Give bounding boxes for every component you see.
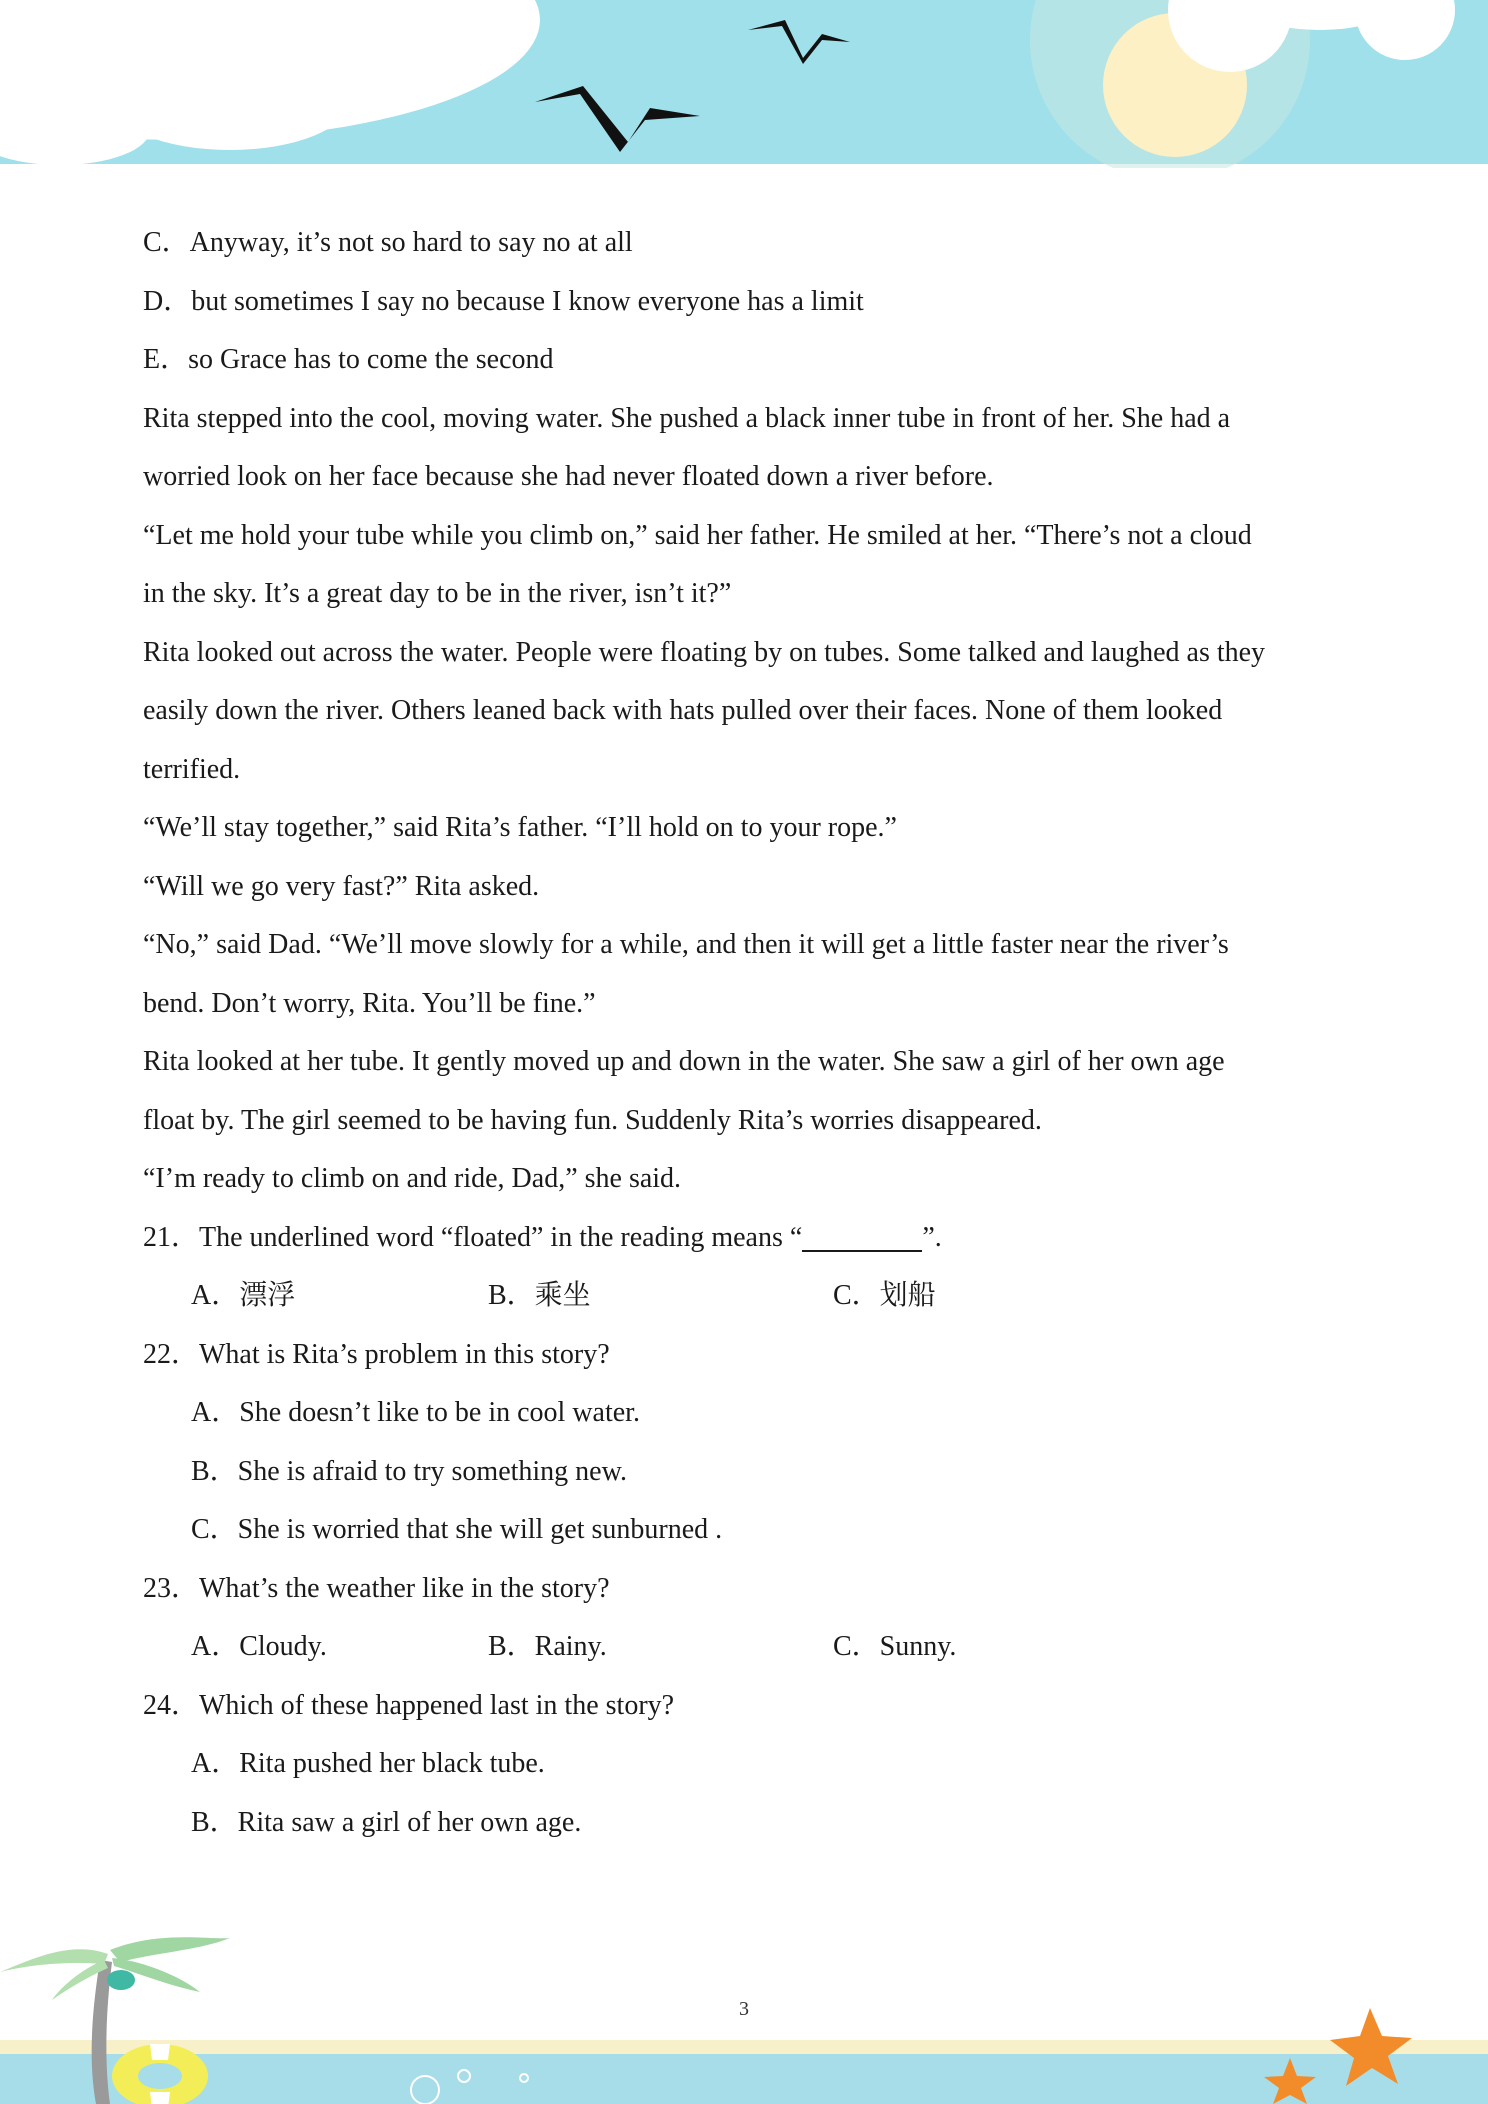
story-line: float by. The girl seemed to be having fun. Suddenly Rita’s worries disappeared. [143, 1104, 1042, 1136]
question-23-option-c: C．Sunny. [833, 1631, 957, 1662]
sand-strip [0, 2040, 1488, 2054]
answer-blank [802, 1220, 922, 1252]
question-22-option-a: A．She doesn’t like to be in cool water. [191, 1397, 640, 1428]
question-24-option-b: B．Rita saw a girl of her own age. [191, 1806, 582, 1838]
question-23-option-b: B．Rainy. [488, 1631, 607, 1662]
story-line: worried look on her face because she had never floated down a river before. [143, 461, 994, 492]
sea-band [0, 2054, 1488, 2104]
question-23-options [143, 1618, 1363, 1677]
question-24-stem: 24．Which of these happened last in the story? [143, 1689, 675, 1721]
story-line: Rita looked at her tube. It gently moved up and down in the water. She saw a girl of her own age [143, 1046, 1225, 1077]
story-line: easily down the river. Others leaned back with hats pulled over their faces. None of them looked [143, 695, 1223, 726]
story-line: bend. Don’t worry, Rita. You’ll be fine.” [143, 987, 596, 1019]
question-24-option-a: A．Rita pushed her black tube. [191, 1748, 545, 1779]
story-line: Rita stepped into the cool, moving water. She pushed a black inner tube in front of her. She had a [143, 402, 1231, 434]
story-line: “Let me hold your tube while you climb on,” said her father. He smiled at her. “There’s not a cloud [143, 519, 1252, 551]
question-23-stem: 23．What’s the weather like in the story? [143, 1572, 610, 1604]
story-line: “Will we go very fast?” Rita asked. [143, 870, 540, 902]
story-line: terrified. [143, 753, 241, 785]
story-line: in the sky. It’s a great day to be in the river, isn’t it?” [143, 578, 732, 609]
question-21-options [143, 1267, 1363, 1326]
passage-option-c: C．Anyway, it’s not so hard to say no at all [143, 227, 633, 258]
question-21-option-a: A．漂浮 [191, 1280, 296, 1311]
story-line: “We’ll stay together,” said Rita’s father. “I’ll hold on to your rope.” [143, 812, 897, 843]
passage-option-d: D．but sometimes I say no because I know everyone has a limit [143, 285, 864, 317]
question-22-option-b: B．She is afraid to try something new. [191, 1455, 628, 1487]
story-line: “No,” said Dad. “We’ll move slowly for a while, and then it will get a little faster near the river’s [143, 929, 1229, 960]
question-21-option-c: C．划船 [833, 1280, 936, 1311]
beach-footer-illustration [0, 1900, 1488, 2104]
sky-header-illustration [0, 0, 1488, 168]
story-line: Rita looked out across the water. People were floating by on tubes. Some talked and laughed as they [143, 636, 1266, 668]
question-21-stem: 21．The underlined word “floated” in the reading means “ ”. [143, 1221, 942, 1253]
question-23-option-a: A．Cloudy. [191, 1631, 327, 1662]
question-22-option-c: C．She is worried that she will get sunburned . [191, 1514, 723, 1545]
story-line: “I’m ready to climb on and ride, Dad,” she said. [143, 1163, 682, 1194]
passage-option-e: E．so Grace has to come the second [143, 344, 554, 375]
question-21-option-b: B．乘坐 [488, 1280, 591, 1311]
question-22-stem: 22．What is Rita’s problem in this story? [143, 1338, 610, 1370]
document-body [143, 214, 1363, 1852]
page-number: 3 [739, 1998, 749, 2020]
